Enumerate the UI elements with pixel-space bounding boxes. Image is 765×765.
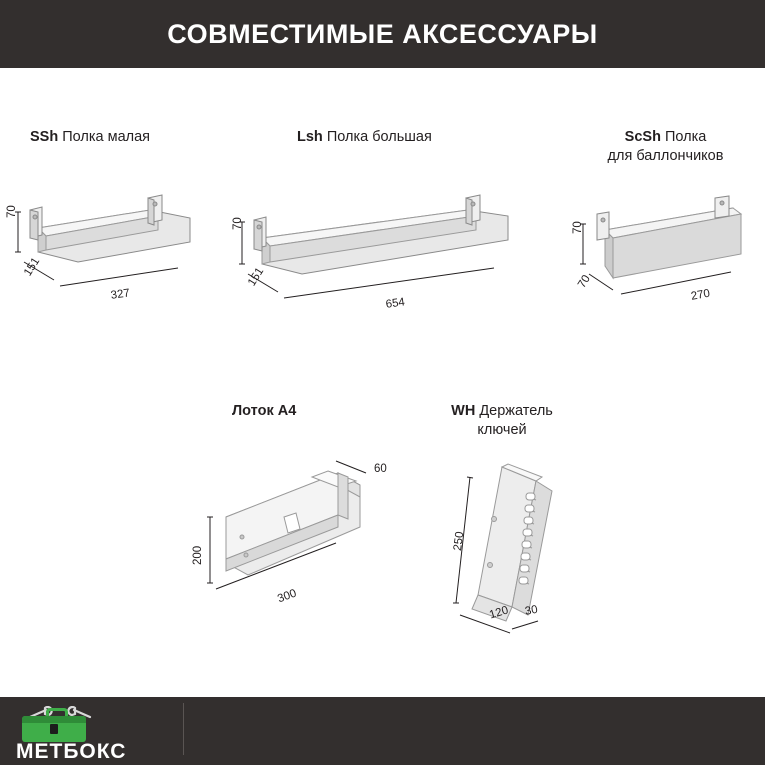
product-name-scsh: Полка: [664, 129, 707, 145]
product-title-lsh: [297, 128, 557, 147]
dimension-height-ssh: 70: [6, 205, 18, 218]
dimension-height-lsh: 70: [232, 217, 244, 230]
toolbox-icon: [22, 706, 86, 742]
toolbox-latch: [50, 724, 58, 734]
dimension-width-tray: 300: [276, 587, 299, 606]
product-item-ssh: [30, 128, 250, 147]
brand-name: МЕТБОКС: [16, 740, 127, 763]
product-item-scsh: [578, 128, 753, 166]
logo-divider: [183, 703, 184, 755]
dimension-height-scsh: 70: [572, 221, 584, 234]
product-name-wh: Держатель: [479, 403, 553, 419]
dimension-depth-lsh: 151: [246, 265, 267, 289]
dimension-depth-scsh: 70: [576, 273, 593, 291]
product-title-tray: [232, 402, 412, 421]
product-subtitle-scsh: для баллончиков: [607, 148, 724, 164]
product-code-ssh: SSh: [30, 129, 59, 145]
page-footer: [0, 697, 765, 765]
product-code-lsh: Lsh: [297, 129, 323, 145]
brand-logo: [8, 700, 180, 762]
product-title-ssh: [30, 128, 250, 147]
dimension-height-wh: 250: [452, 530, 467, 552]
page-header: [0, 0, 765, 68]
toolbox-lid: [22, 716, 86, 723]
product-item-tray: [232, 402, 412, 421]
page-title: СОВМЕСТИМЫЕ АКСЕССУАРЫ: [167, 18, 598, 49]
product-name-ssh: Полка малая: [62, 129, 151, 145]
dimension-depth-tray: 60: [374, 463, 387, 475]
product-drawing-lsh: [232, 190, 522, 315]
dimension-width-lsh: 654: [385, 296, 406, 311]
product-code-scsh: ScSh: [624, 129, 661, 145]
dimension-width-ssh: 327: [110, 287, 131, 302]
dimension-width-scsh: 270: [690, 287, 711, 303]
product-name-lsh: Полка большая: [326, 129, 432, 145]
product-title-wh: [412, 402, 592, 421]
product-title-scsh: [578, 128, 753, 147]
product-code-wh: WH: [451, 403, 476, 419]
dimension-thickness-wh: 30: [524, 603, 539, 618]
product-item-lsh: [297, 128, 557, 147]
product-name-tray: A4: [277, 403, 297, 419]
product-item-wh: [412, 402, 592, 440]
product-subtitle-wh: ключей: [477, 422, 527, 438]
product-drawing-scsh: [565, 190, 760, 315]
dimension-height-tray: 200: [192, 545, 204, 565]
dimension-depth-ssh: 151: [22, 255, 43, 279]
product-code-tray: Лоток: [232, 403, 274, 419]
dimension-width-wh: 120: [488, 604, 510, 622]
